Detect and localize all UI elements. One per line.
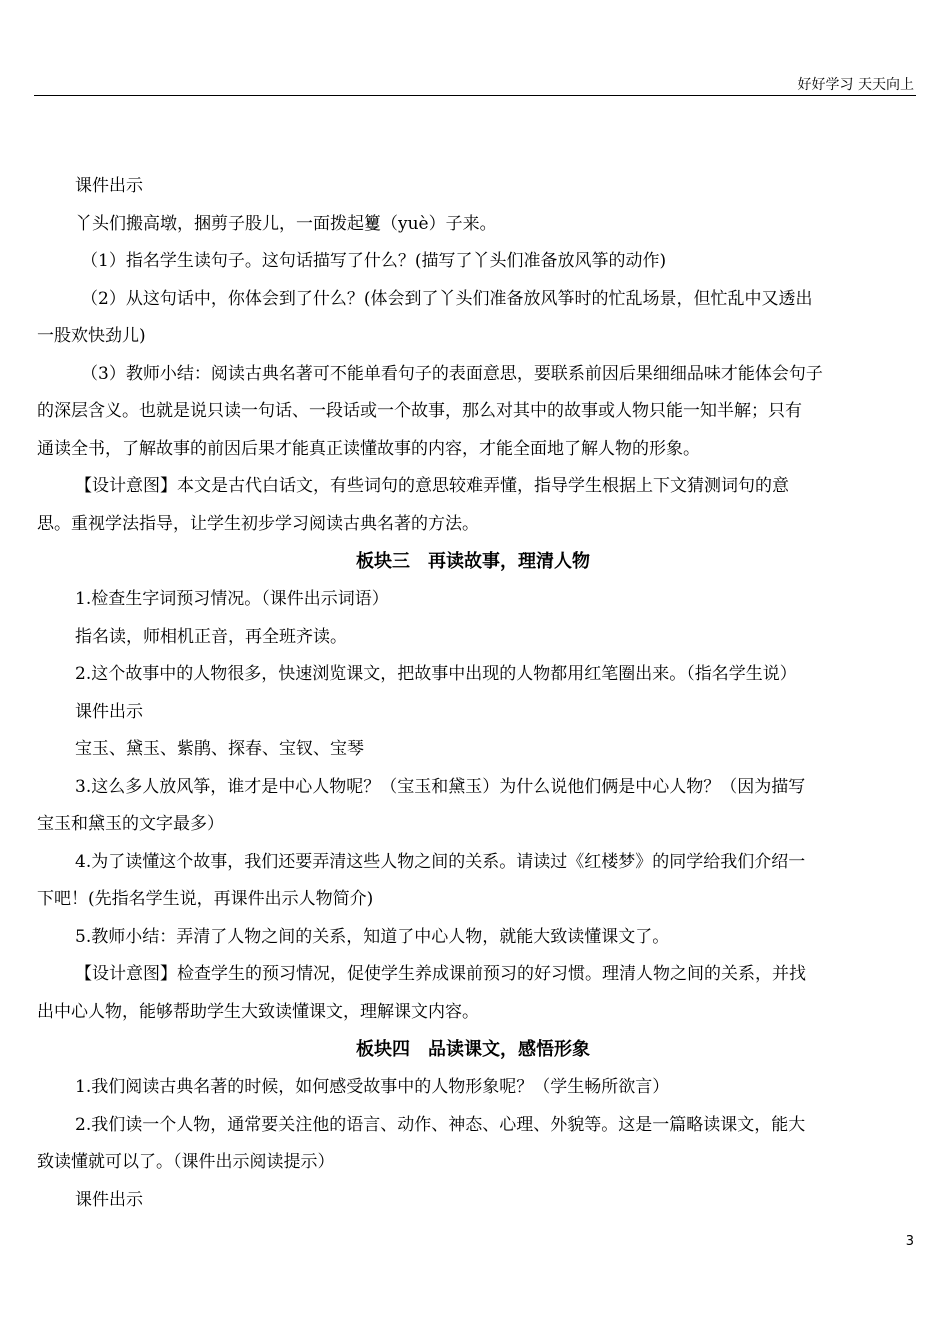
document-body [37,168,909,1219]
paragraph-line: 致读懂就可以了。（课件出示阅读提示） [37,1152,335,1172]
paragraph-line: 2.我们读一个人物，通常要关注他的语言、动作、神态、心理、外貌等。这是一篇略读课文，能大 [75,1114,806,1135]
paragraph-line: 1.我们阅读古典名著的时候，如何感受故事中的人物形象呢？（学生畅所欲言） [75,1077,670,1097]
paragraph-line: 5.教师小结：弄清了人物之间的关系，知道了中心人物，就能大致读懂课文了。 [75,926,670,947]
paragraph-line: 出中心人物，能够帮助学生大致读懂课文，理解课文内容。 [37,1001,479,1022]
header-rule [34,95,916,96]
paragraph-line: （2）从这句话中，你体会到了什么？(体会到了丫头们准备放风筝时的忙乱场景，但忙乱中又透出 [81,288,813,309]
paragraph-line: 通读全书，了解故事的前因后果才能真正读懂故事的内容，才能全面地了解人物的形象。 [37,438,700,459]
paragraph-line: 【设计意图】检查学生的预习情况，促使学生养成课前预习的好习惯。理清人物之间的关系，并找 [75,964,806,984]
paragraph-line: 课件出示 [75,176,143,196]
paragraph-line: 下吧！(先指名学生说，再课件出示人物简介) [37,889,374,909]
paragraph-line: 课件出示 [75,701,143,722]
section-heading: 板块三 再读故事，理清人物 [356,551,590,572]
paragraph-line: 丫头们搬高墩，捆剪子股儿，一面拨起籰（yuè）子来。 [75,213,497,234]
paragraph-line: 课件出示 [75,1189,143,1210]
paragraph-line: 思。重视学法指导，让学生初步学习阅读古典名著的方法。 [37,513,479,534]
section-heading: 板块四 品读课文，感悟形象 [356,1039,590,1060]
paragraph-line: 1.检查生字词预习情况。（课件出示词语） [75,589,389,609]
page-number: 3 [905,1234,914,1249]
page-header: 好好学习 天天向上 [797,77,914,93]
paragraph-line: 4.为了读懂这个故事，我们还要弄清这些人物之间的关系。请读过《红楼梦》的同学给我们介绍一 [75,851,806,872]
paragraph-line: 宝玉、黛玉、紫鹃、探春、宝钗、宝琴 [75,739,364,759]
paragraph-line: 2.这个故事中的人物很多，快速浏览课文，把故事中出现的人物都用红笔圈出来。（指名学生说） [75,664,797,684]
paragraph-line: （3）教师小结：阅读古典名著可不能单看句子的表面意思，要联系前因后果细细品味才能体会句子 [81,363,823,384]
paragraph-line: 【设计意图】本文是古代白话文，有些词句的意思较难弄懂，指导学生根据上下文猜测词句的意 [75,476,789,496]
paragraph-line: 3.这么多人放风筝，谁才是中心人物呢？（宝玉和黛玉）为什么说他们俩是中心人物？（因为描写 [75,776,806,797]
paragraph-line: 宝玉和黛玉的文字最多） [37,814,224,834]
paragraph-line: 的深层含义。也就是说只读一句话、一段话或一个故事，那么对其中的故事或人物只能一知半解；只有 [37,401,802,421]
paragraph-line: 一股欢快劲儿) [37,326,146,346]
paragraph-line: 指名读，师相机正音，再全班齐读。 [75,626,347,647]
paragraph-line: （1）指名学生读句子。这句话描写了什么？(描写了丫头们准备放风筝的动作) [81,251,667,271]
